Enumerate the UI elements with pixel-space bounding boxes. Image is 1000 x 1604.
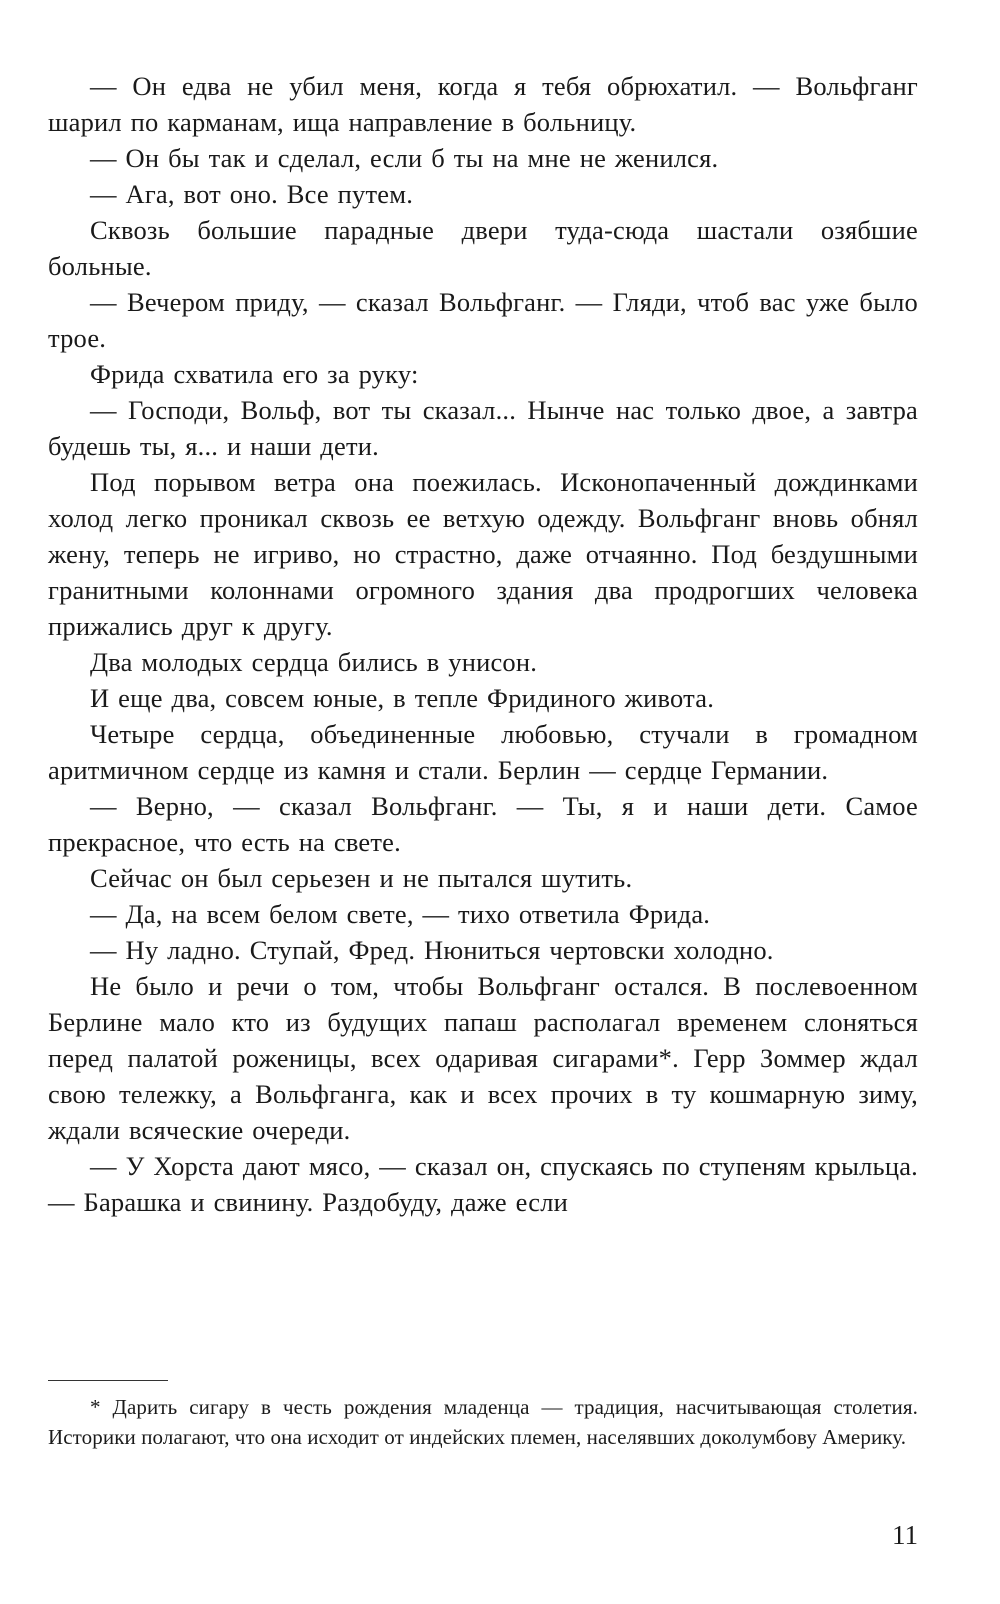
paragraph: — У Хорста дают мясо, — сказал он, спускаясь по ступеням крыльца. — Барашка и свинину. Раздобуду, даже если	[48, 1151, 918, 1217]
paragraph: — Верно, — сказал Вольфганг. — Ты, я и наши дети. Самое прекрасное, что есть на свете.	[48, 791, 918, 857]
paragraph: — Да, на всем белом свете, — тихо ответила Фрида.	[90, 899, 711, 929]
paragraph: — Ага, вот оно. Все путем.	[90, 179, 414, 209]
paragraph: Не было и речи о том, чтобы Вольфганг остался. В послевоенном Берлине мало кто из будущих папаш располагал временем слоняться перед палатой роженицы, всех одаривая сигарами*. Герр Зоммер ждал свою тележку, а Вольфганга, как и всех прочих в ту кошмарную зиму, ждали всяческие очереди.	[48, 971, 918, 1145]
footnote-divider	[48, 1380, 168, 1381]
paragraph: — Вечером приду, — сказал Вольфганг. — Гляди, чтоб вас уже было трое.	[48, 287, 918, 353]
paragraph: Сквозь большие парадные двери туда-сюда шастали озябшие больные.	[48, 215, 918, 281]
paragraph: — Господи, Вольф, вот ты сказал... Нынче нас только двое, а завтра будешь ты, я... и наши дети.	[48, 395, 918, 461]
footnote: * Дарить сигару в честь рождения младенца — традиция, насчитывающая столетия. Историки полагают, что она исходит от индейских племен, населявших доколумбову Америку.	[48, 1395, 918, 1449]
paragraph: — Он едва не убил меня, когда я тебя обрюхатил. — Вольфганг шарил по карманам, ища направление в больницу.	[48, 71, 918, 137]
page-body	[48, 68, 918, 1220]
paragraph: И еще два, совсем юные, в тепле Фридиного живота.	[90, 683, 715, 713]
paragraph: Два молодых сердца бились в унисон.	[90, 647, 538, 677]
paragraph: Сейчас он был серьезен и не пытался шутить.	[90, 863, 633, 893]
paragraph: Под порывом ветра она поежилась. Исконопаченный дождинками холод легко проникал сквозь ее ветхую одежду. Вольфганг вновь обнял жену, теперь не игриво, но страстно, даже отчаянно. Под бездушными гранитными колоннами огромного здания два продрогших человека прижались друг к другу.	[48, 467, 918, 641]
paragraph: — Он бы так и сделал, если б ты на мне не женился.	[90, 143, 719, 173]
paragraph: Четыре сердца, объединенные любовью, стучали в громадном аритмичном сердце из камня и стали. Берлин — сердце Германии.	[48, 719, 918, 785]
paragraph: Фрида схватила его за руку:	[90, 359, 419, 389]
paragraph: — Ну ладно. Ступай, Фред. Нюниться чертовски холодно.	[90, 935, 774, 965]
page-number: 11	[892, 1520, 918, 1550]
